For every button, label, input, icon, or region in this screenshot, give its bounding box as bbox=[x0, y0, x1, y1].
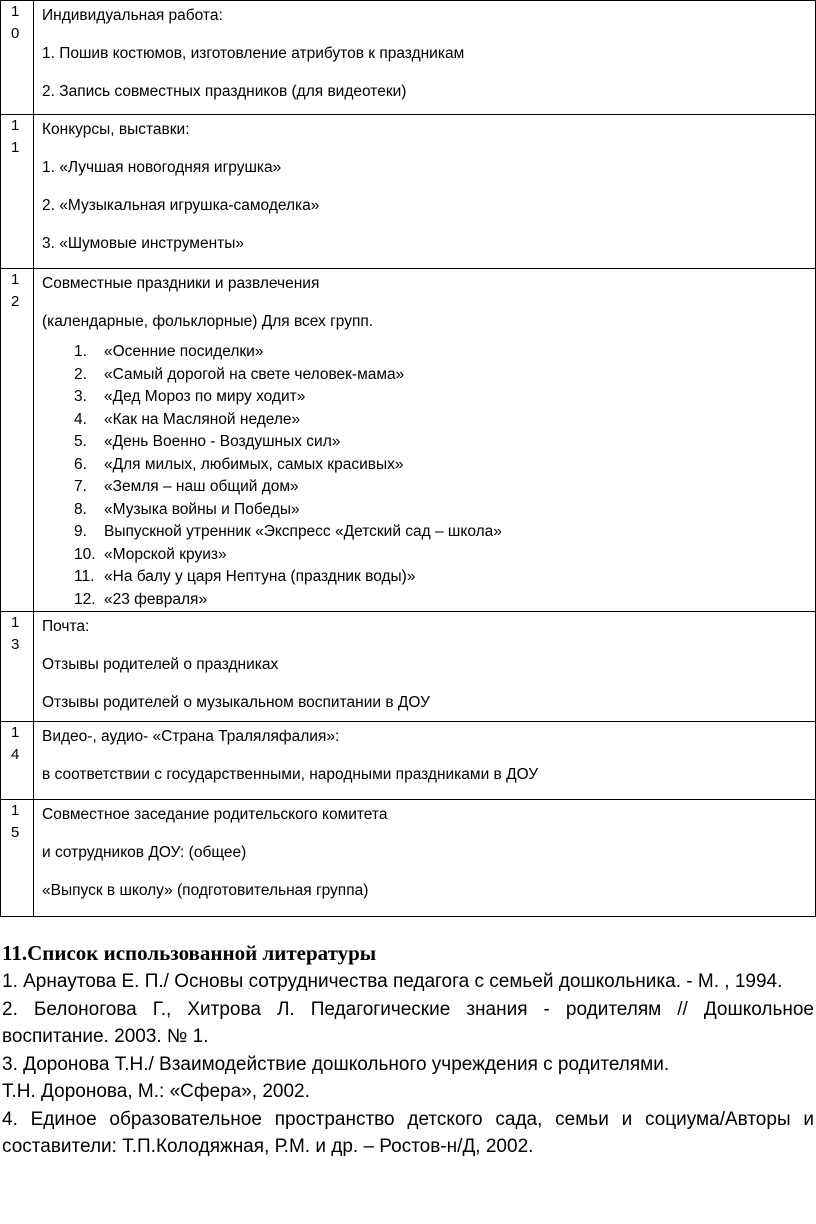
row-number: 12 bbox=[1, 269, 34, 612]
row-line: Почта: bbox=[42, 618, 90, 635]
row-content bbox=[34, 115, 816, 269]
row-content bbox=[34, 1, 816, 115]
list-item: 6. «Для милых, любимых, самых красивых» bbox=[74, 455, 404, 473]
row-content bbox=[34, 269, 816, 612]
row-line: (календарные, фольклорные) Для всех групп. bbox=[42, 313, 374, 330]
row-line: «Выпуск в школу» (подготовительная группа) bbox=[42, 882, 369, 899]
list-item: 2. «Самый дорогой на свете человек-мама» bbox=[74, 365, 405, 383]
row-line: 1. «Лучшая новогодняя игрушка» bbox=[42, 159, 282, 176]
list-item: 8. «Музыка войны и Победы» bbox=[74, 500, 300, 518]
table-row bbox=[1, 800, 816, 917]
row-number: 15 bbox=[1, 800, 34, 917]
row-number: 13 bbox=[1, 612, 34, 722]
row-content bbox=[34, 800, 816, 917]
row-line: Отзывы родителей о праздниках bbox=[42, 656, 279, 673]
list-item: 1. «Осенние посиделки» bbox=[74, 343, 264, 360]
list-item: 10. «Морской круиз» bbox=[74, 545, 227, 563]
row-line: 2. «Музыкальная игрушка-самоделка» bbox=[42, 197, 320, 214]
reference-item: 1. Арнаутова Е. П./ Основы сотрудничества педагога с семьей дошкольника. - М. , 1994. bbox=[2, 971, 783, 992]
list-item: 5. «День Военно - Воздушных сил» bbox=[74, 433, 341, 450]
row-line: Совместные праздники и развлечения bbox=[42, 275, 320, 292]
list-item: 4. «Как на Масляной неделе» bbox=[74, 410, 301, 428]
reference-item: 3. Доронова Т.Н./ Взаимодействие дошкольного учреждения с родителями. bbox=[2, 1053, 670, 1075]
section-heading: 11.Список использованной литературы bbox=[2, 941, 377, 965]
row-content bbox=[34, 722, 816, 800]
list-item: 11. «На балу у царя Нептуна (праздник воды)» bbox=[74, 568, 416, 585]
row-content bbox=[34, 612, 816, 722]
row-line: в соответствии с государственными, народными праздниками в ДОУ bbox=[42, 766, 539, 783]
reference-item: 2. Белоногова Г., Хитрова Л. Педагогические знания - родителям // Дошкольное воспитание. 2003. № 1. bbox=[2, 998, 814, 1047]
table-row bbox=[1, 612, 816, 722]
reference-item: Т.Н. Доронова, М.: «Сфера», 2002. bbox=[2, 1081, 310, 1102]
table-row bbox=[1, 722, 816, 800]
row-line: Конкурсы, выставки: bbox=[42, 121, 190, 138]
row-number: 10 bbox=[1, 1, 34, 115]
reference-item: 4. Единое образовательное пространство детского сада, семьи и социума/Авторы и составители: Т.П.Колодяжная, Р.М. и др. – Ростов-н/Д, 2002. bbox=[2, 1108, 814, 1157]
row-line: 3. «Шумовые инструменты» bbox=[42, 235, 244, 252]
row-number: 14 bbox=[1, 722, 34, 800]
row-line: Видео-, аудио- «Страна Траляляфалия»: bbox=[42, 728, 340, 745]
list-item: 7. «Земля – наш общий дом» bbox=[74, 478, 299, 495]
row-line: 2. Запись совместных праздников (для видеотеки) bbox=[42, 83, 407, 100]
row-line: 1. Пошив костюмов, изготовление атрибутов к праздникам bbox=[42, 45, 465, 62]
list-item: 9. Выпускной утренник «Экспресс «Детский сад – школа» bbox=[74, 523, 502, 540]
table-row bbox=[1, 115, 816, 269]
row-line: и сотрудников ДОУ: (общее) bbox=[42, 844, 247, 861]
events-list bbox=[42, 341, 809, 611]
row-number: 11 bbox=[1, 115, 34, 269]
table-row bbox=[1, 269, 816, 612]
list-item: 3. «Дед Мороз по миру ходит» bbox=[74, 388, 306, 405]
row-line: Отзывы родителей о музыкальном воспитании в ДОУ bbox=[42, 694, 430, 711]
row-line: Индивидуальная работа: bbox=[42, 7, 223, 24]
list-item: 12. «23 февраля» bbox=[74, 590, 208, 608]
row-line: Совместное заседание родительского комитета bbox=[42, 806, 388, 823]
literature-section bbox=[2, 938, 814, 1161]
table-row bbox=[1, 1, 816, 115]
